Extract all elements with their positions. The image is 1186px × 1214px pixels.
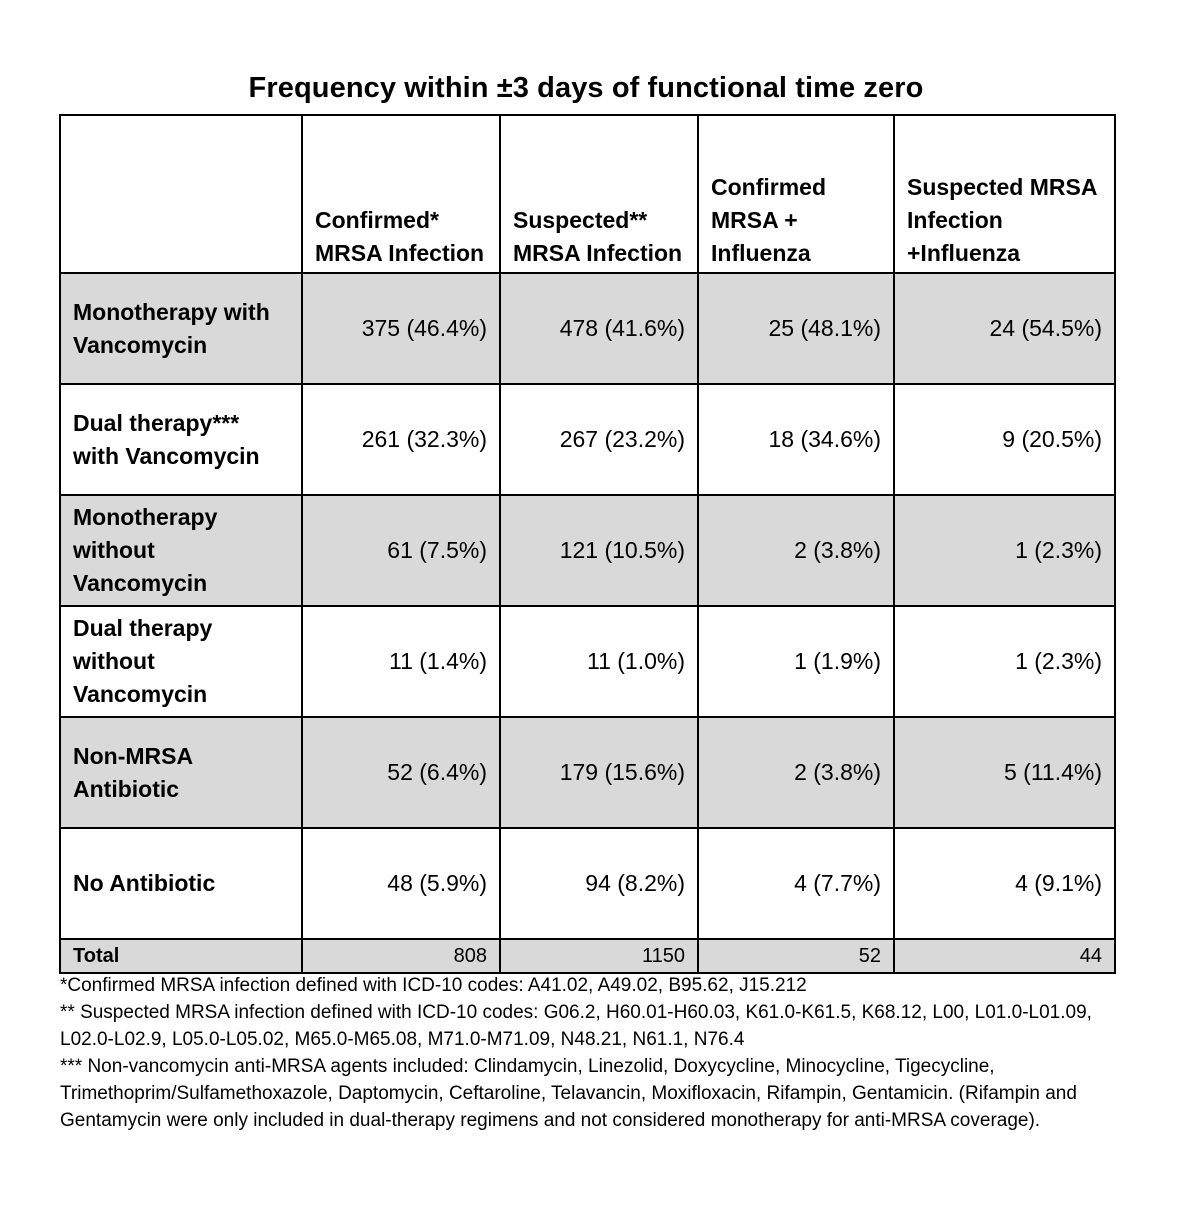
row-label: No Antibiotic (60, 828, 302, 939)
footnote-agents: *** Non-vancomycin anti-MRSA agents included: Clindamycin, Linezolid, Doxycycline, Minocycline, Tigecycline, Trimethoprim/Sulfamethoxazole, Daptomycin, Ceftaroline, Telavancin, Moxifloxacin, Rifampin, Gentamicin. (Rifampin and Gentamycin were only included in dual-therapy regimens and not considered monotherapy for anti-MRSA coverage). (60, 1056, 1077, 1131)
table-row (60, 495, 1115, 606)
header-confirmed-mrsa-influenza: Confirmed MRSA + Influenza (698, 115, 894, 273)
table-cell: 478 (41.6%) (500, 273, 698, 384)
table-cell: 121 (10.5%) (500, 495, 698, 606)
total-cell: 808 (302, 939, 500, 973)
header-row (60, 115, 1115, 273)
header-suspected-mrsa: Suspected** MRSA Infection (500, 115, 698, 273)
total-cell: 1150 (500, 939, 698, 973)
table-cell: 61 (7.5%) (302, 495, 500, 606)
table-cell: 4 (9.1%) (894, 828, 1115, 939)
results-table (59, 114, 1116, 974)
header-suspected-mrsa-influenza: Suspected MRSA Infection +Influenza (894, 115, 1115, 273)
table-cell: 1 (2.3%) (894, 495, 1115, 606)
table-cell: 25 (48.1%) (698, 273, 894, 384)
table-cell: 5 (11.4%) (894, 717, 1115, 828)
table-cell: 24 (54.5%) (894, 273, 1115, 384)
table-cell: 267 (23.2%) (500, 384, 698, 495)
row-label: Monotherapy without Vancomycin (60, 495, 302, 606)
table-cell: 48 (5.9%) (302, 828, 500, 939)
header-cell-empty (60, 115, 302, 273)
table-cell: 2 (3.8%) (698, 717, 894, 828)
row-label: Dual therapy*** with Vancomycin (60, 384, 302, 495)
table-row (60, 273, 1115, 384)
table-row (60, 828, 1115, 939)
total-label: Total (60, 939, 302, 973)
table-cell: 94 (8.2%) (500, 828, 698, 939)
table-row (60, 606, 1115, 717)
total-cell: 52 (698, 939, 894, 973)
table-cell: 1 (2.3%) (894, 606, 1115, 717)
row-label: Non-MRSA Antibiotic (60, 717, 302, 828)
table-cell: 18 (34.6%) (698, 384, 894, 495)
table-cell: 4 (7.7%) (698, 828, 894, 939)
header-confirmed-mrsa: Confirmed* MRSA Infection (302, 115, 500, 273)
table-title: Frequency within ±3 days of functional time zero (248, 72, 924, 104)
footnote-suspected: ** Suspected MRSA infection defined with ICD-10 codes: G06.2, H60.01-H60.03, K61.0-K61.5, K68.12, L00, L01.0-L01.09, L02.0-L02.9, L05.0-L05.02, M65.0-M65.08, M71.0-M71.09, N48.21, N61.1, N76.4 (60, 1002, 1092, 1050)
total-row (60, 939, 1115, 973)
table-cell: 52 (6.4%) (302, 717, 500, 828)
total-cell: 44 (894, 939, 1115, 973)
table-row (60, 384, 1115, 495)
table-cell: 375 (46.4%) (302, 273, 500, 384)
row-label: Monotherapy with Vancomycin (60, 273, 302, 384)
row-label: Dual therapy without Vancomycin (60, 606, 302, 717)
table-row (60, 717, 1115, 828)
footnotes (60, 972, 1120, 1134)
table-cell: 11 (1.0%) (500, 606, 698, 717)
table-cell: 2 (3.8%) (698, 495, 894, 606)
table-cell: 11 (1.4%) (302, 606, 500, 717)
table-cell: 261 (32.3%) (302, 384, 500, 495)
table-cell: 1 (1.9%) (698, 606, 894, 717)
footnote-confirmed: *Confirmed MRSA infection defined with ICD-10 codes: A41.02, A49.02, B95.62, J15.212 (60, 975, 807, 996)
table-cell: 9 (20.5%) (894, 384, 1115, 495)
table-cell: 179 (15.6%) (500, 717, 698, 828)
